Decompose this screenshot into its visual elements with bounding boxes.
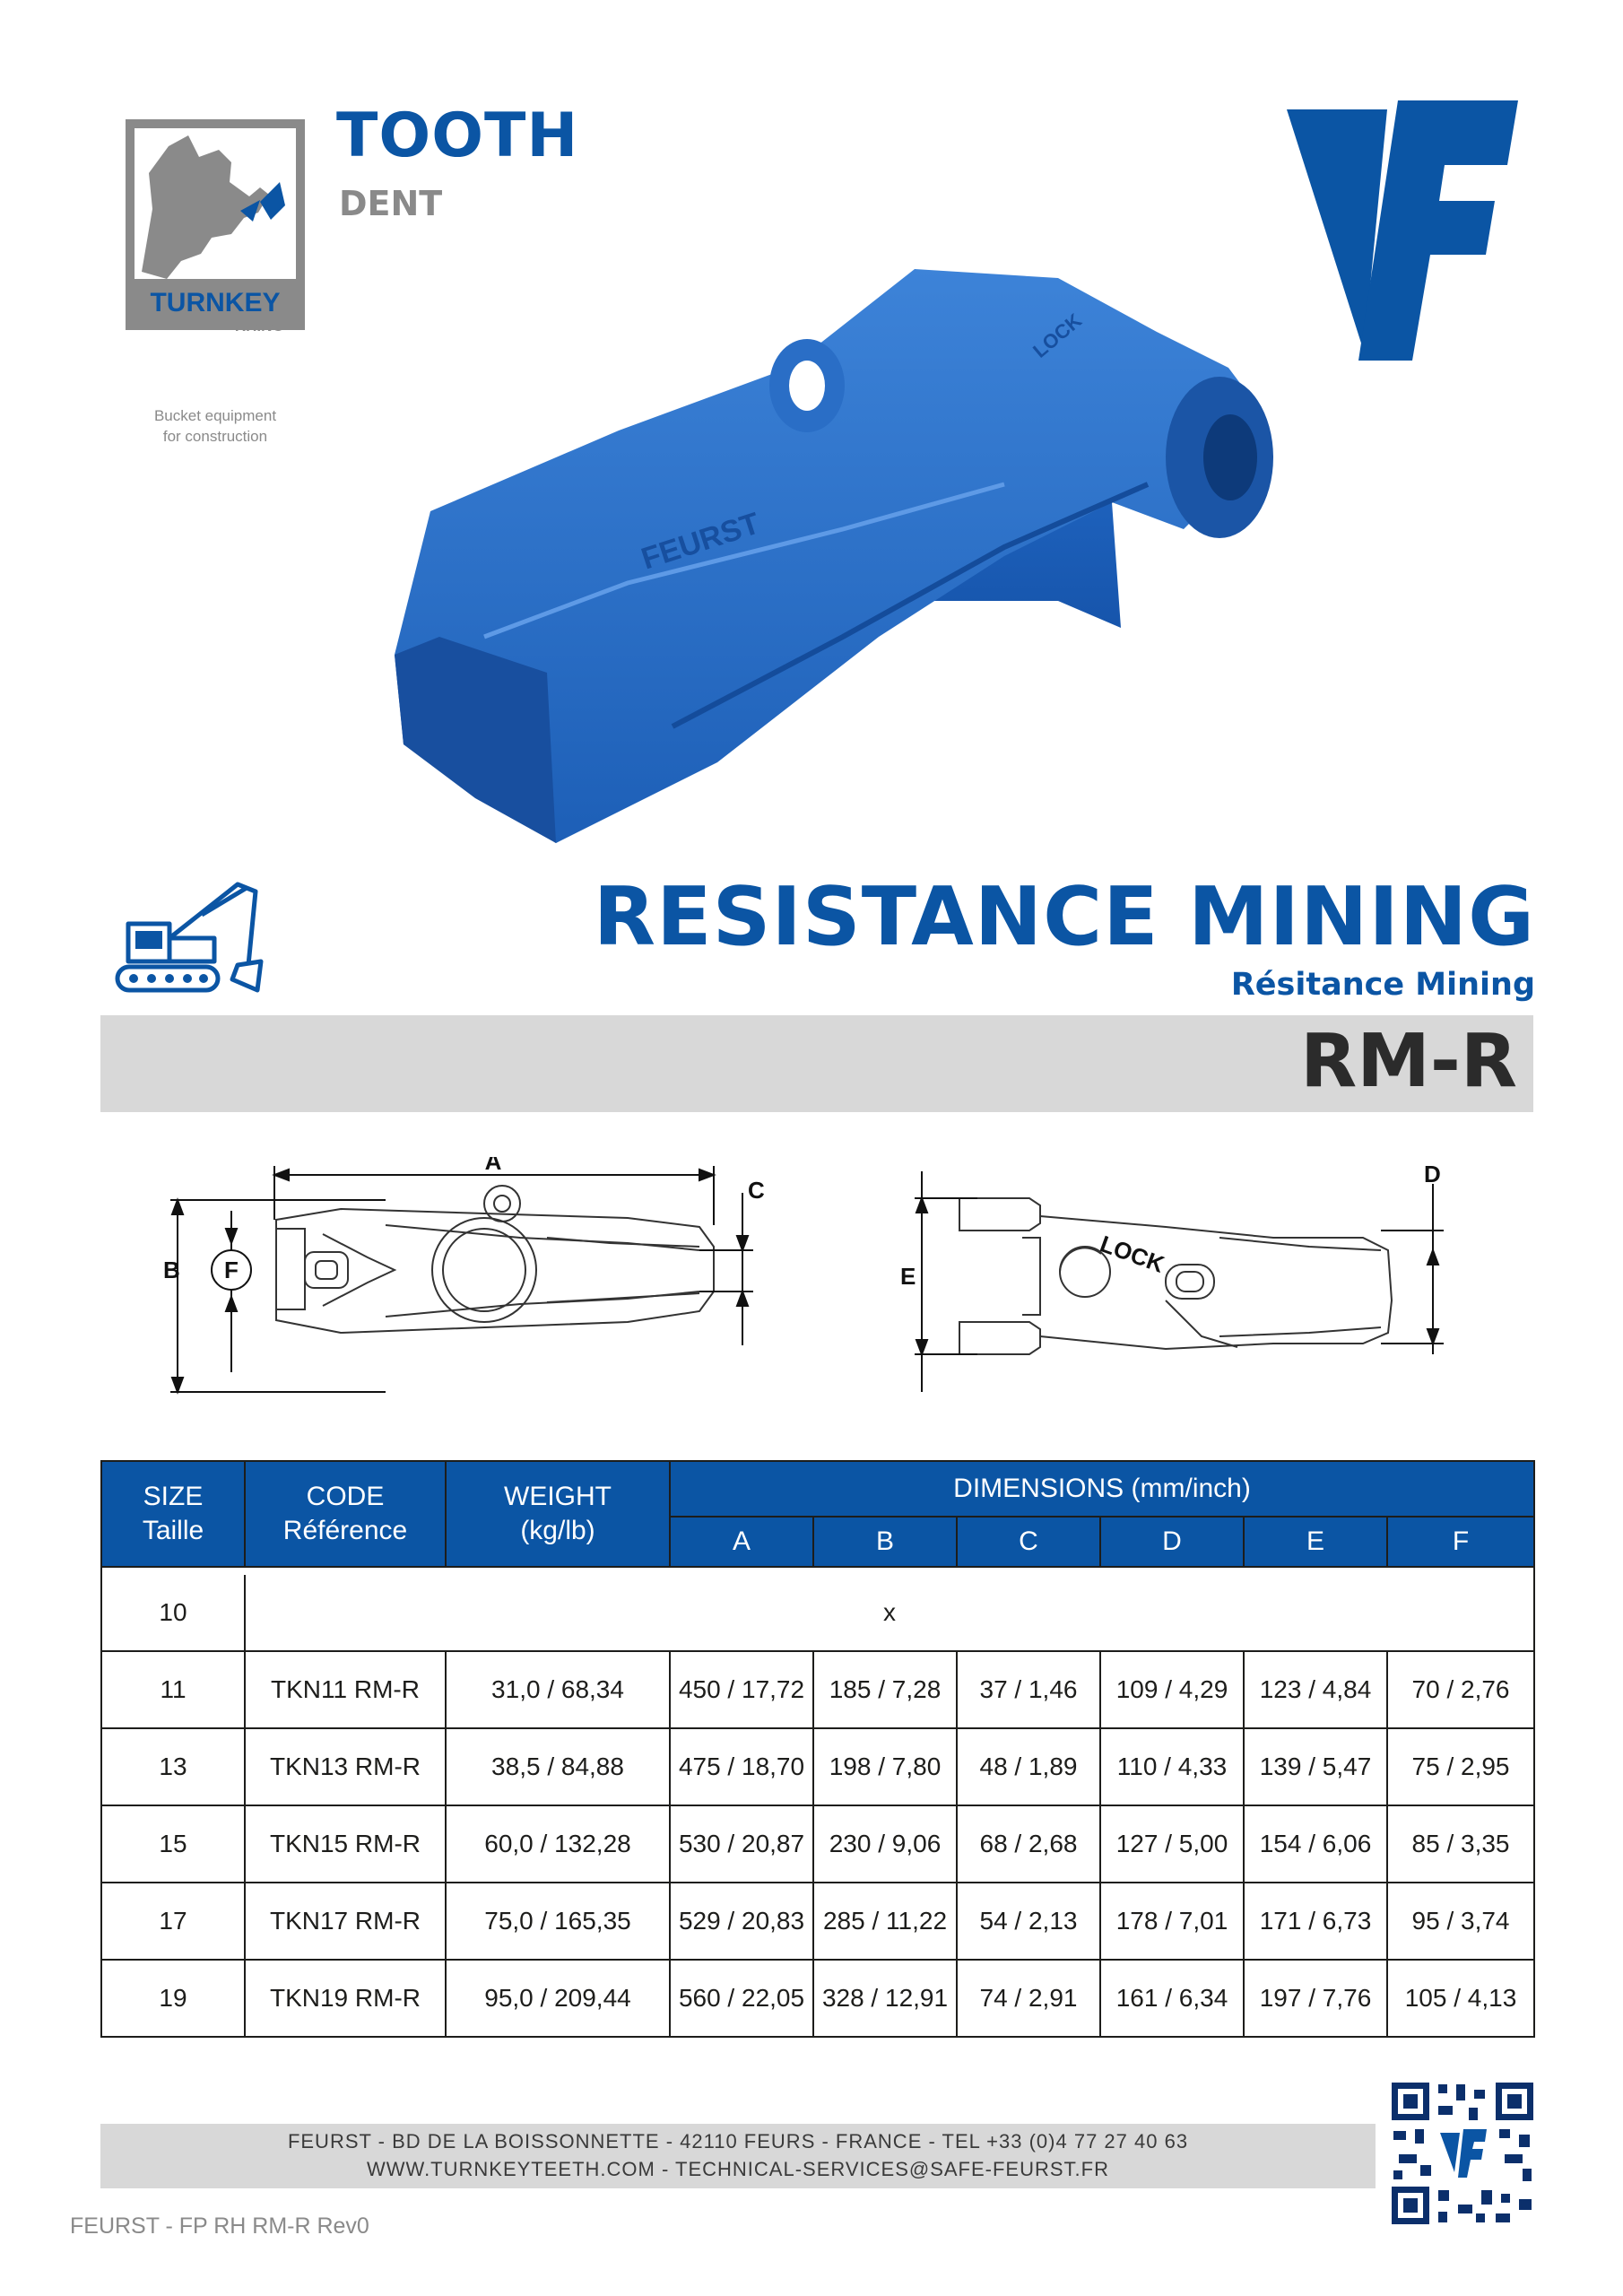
rhino-logo-text: RHINO [235, 317, 285, 335]
table-row [101, 1728, 1534, 1805]
feurst-emboss-text: FEURST [637, 506, 764, 577]
vf-logo-icon [1287, 100, 1520, 361]
cell-dim-d: 109 / 4,29 [1100, 1651, 1244, 1728]
footer-web: WWW.TURNKEYTEETH.COM - TECHNICAL-SERVICES@SAFE-FEURST.FR [366, 2158, 1109, 2180]
dim-label-c: C [748, 1177, 765, 1204]
cell-size: 10 [101, 1575, 245, 1651]
cell-dim-e: 171 / 6,73 [1244, 1883, 1387, 1960]
cell-dim-e: 154 / 6,06 [1244, 1805, 1387, 1883]
header-dim-f: F [1387, 1517, 1534, 1567]
header-dim-e: E [1244, 1517, 1387, 1567]
cell-dim-b: 230 / 9,06 [813, 1805, 957, 1883]
dim-label-d: D [1424, 1161, 1441, 1187]
product-code-band [100, 1015, 1533, 1112]
header-dim-d: D [1100, 1517, 1244, 1567]
cell-dim-d: 161 / 6,34 [1100, 1960, 1244, 2037]
cell-dim-f: 95 / 3,74 [1387, 1883, 1534, 1960]
brand-tagline-line-1: Bucket equipment [153, 407, 277, 424]
cell-code: TKN13 RM-R [245, 1728, 446, 1805]
dim-label-f: F [224, 1257, 239, 1283]
header-code-en: CODE [306, 1482, 385, 1511]
cell-dim-a: 560 / 22,05 [670, 1960, 813, 2037]
header-dimensions: DIMENSIONS (mm/inch) [670, 1461, 1534, 1517]
lock-emboss-text: LOCK [1028, 309, 1086, 362]
cell-dim-c: 54 / 2,13 [957, 1883, 1100, 1960]
qr-code-icon[interactable] [1388, 2079, 1537, 2228]
cell-dim-d: 110 / 4,33 [1100, 1728, 1244, 1805]
cell-dim-c: 37 / 1,46 [957, 1651, 1100, 1728]
dim-label-a: A [484, 1157, 502, 1175]
spec-table [100, 1460, 1535, 2038]
top-view-drawing [161, 1157, 789, 1430]
cell-weight: 38,5 / 84,88 [446, 1728, 670, 1805]
cell-size: 17 [101, 1883, 245, 1960]
tooth-3d-image [377, 260, 1300, 852]
cell-dim-e: 139 / 5,47 [1244, 1728, 1387, 1805]
dim-label-b: B [163, 1257, 180, 1283]
table-row [101, 1805, 1534, 1883]
cell-dim-a: 530 / 20,87 [670, 1805, 813, 1883]
cell-dim-d: 127 / 5,00 [1100, 1805, 1244, 1883]
header-dim-c: C [957, 1517, 1100, 1567]
cell-size: 13 [101, 1728, 245, 1805]
cell-size: 11 [101, 1651, 245, 1728]
cell-dim-f: 105 / 4,13 [1387, 1960, 1534, 2037]
cell-dim-f: 75 / 2,95 [1387, 1728, 1534, 1805]
table-row [101, 1960, 1534, 2037]
cell-code: TKN15 RM-R [245, 1805, 446, 1883]
cell-weight: 60,0 / 132,28 [446, 1805, 670, 1883]
cell-dim-a: 450 / 17,72 [670, 1651, 813, 1728]
header-code-fr: Référence [282, 1516, 408, 1545]
product-code: RM-R [1300, 1019, 1517, 1104]
cell-weight: 75,0 / 165,35 [446, 1883, 670, 1960]
cell-dim-e: 123 / 4,84 [1244, 1651, 1387, 1728]
category-title: TOOTH [336, 100, 579, 171]
cell-dim-c: 74 / 2,91 [957, 1960, 1100, 2037]
cell-dim-b: 185 / 7,28 [813, 1651, 957, 1728]
cell-dim-c: 48 / 1,89 [957, 1728, 1100, 1805]
header-weight-unit: (kg/lb) [520, 1516, 595, 1545]
product-title-fr: Résitance Mining [1230, 967, 1535, 1003]
excavator-icon [112, 879, 265, 1000]
cell-not-available: x [245, 1575, 1534, 1651]
table-row [101, 1651, 1534, 1728]
header-size [101, 1461, 245, 1567]
cell-dim-d: 178 / 7,01 [1100, 1883, 1244, 1960]
product-title: RESISTANCE MINING [593, 870, 1535, 964]
side-view-drawing [897, 1157, 1471, 1430]
footer-address: FEURST - BD DE LA BOISSONNETTE - 42110 FEURS - FRANCE - TEL +33 (0)4 77 27 40 63 [287, 2130, 1189, 2152]
cell-code: TKN11 RM-R [245, 1651, 446, 1728]
category-title-fr: DENT [339, 184, 443, 223]
dim-label-e: E [900, 1263, 916, 1290]
document-reference: FEURST - FP RH RM-R Rev0 [70, 2213, 369, 2239]
cell-size: 15 [101, 1805, 245, 1883]
cell-dim-f: 85 / 3,35 [1387, 1805, 1534, 1883]
footer-contact [100, 2124, 1376, 2188]
header-weight [446, 1461, 670, 1567]
cell-code: TKN17 RM-R [245, 1883, 446, 1960]
header-weight-en: WEIGHT [504, 1482, 612, 1511]
brand-tagline-line-2: for construction [162, 428, 268, 445]
turnkey-logo [126, 119, 305, 338]
cell-dim-e: 197 / 7,76 [1244, 1960, 1387, 2037]
lock-drawing-text: LOCK [1096, 1230, 1168, 1278]
header-dim-b: B [813, 1517, 957, 1567]
table-spacer-row [101, 1567, 1534, 1575]
table-row [101, 1883, 1534, 1960]
header-size-en: SIZE [143, 1482, 204, 1511]
cell-dim-f: 70 / 2,76 [1387, 1651, 1534, 1728]
cell-weight: 95,0 / 209,44 [446, 1960, 670, 2037]
table-row [101, 1575, 1534, 1651]
cell-dim-b: 198 / 7,80 [813, 1728, 957, 1805]
turnkey-logo-text: TURNKEY [150, 288, 281, 317]
brand-tagline [126, 405, 305, 447]
header-dim-a: A [670, 1517, 813, 1567]
cell-code: TKN19 RM-R [245, 1960, 446, 2037]
cell-size: 19 [101, 1960, 245, 2037]
cell-dim-a: 475 / 18,70 [670, 1728, 813, 1805]
cell-dim-a: 529 / 20,83 [670, 1883, 813, 1960]
table-spacer [101, 1567, 1534, 1575]
header-code [245, 1461, 446, 1567]
cell-dim-c: 68 / 2,68 [957, 1805, 1100, 1883]
cell-weight: 31,0 / 68,34 [446, 1651, 670, 1728]
cell-dim-b: 328 / 12,91 [813, 1960, 957, 2037]
cell-dim-b: 285 / 11,22 [813, 1883, 957, 1960]
header-size-fr: Taille [142, 1516, 204, 1545]
